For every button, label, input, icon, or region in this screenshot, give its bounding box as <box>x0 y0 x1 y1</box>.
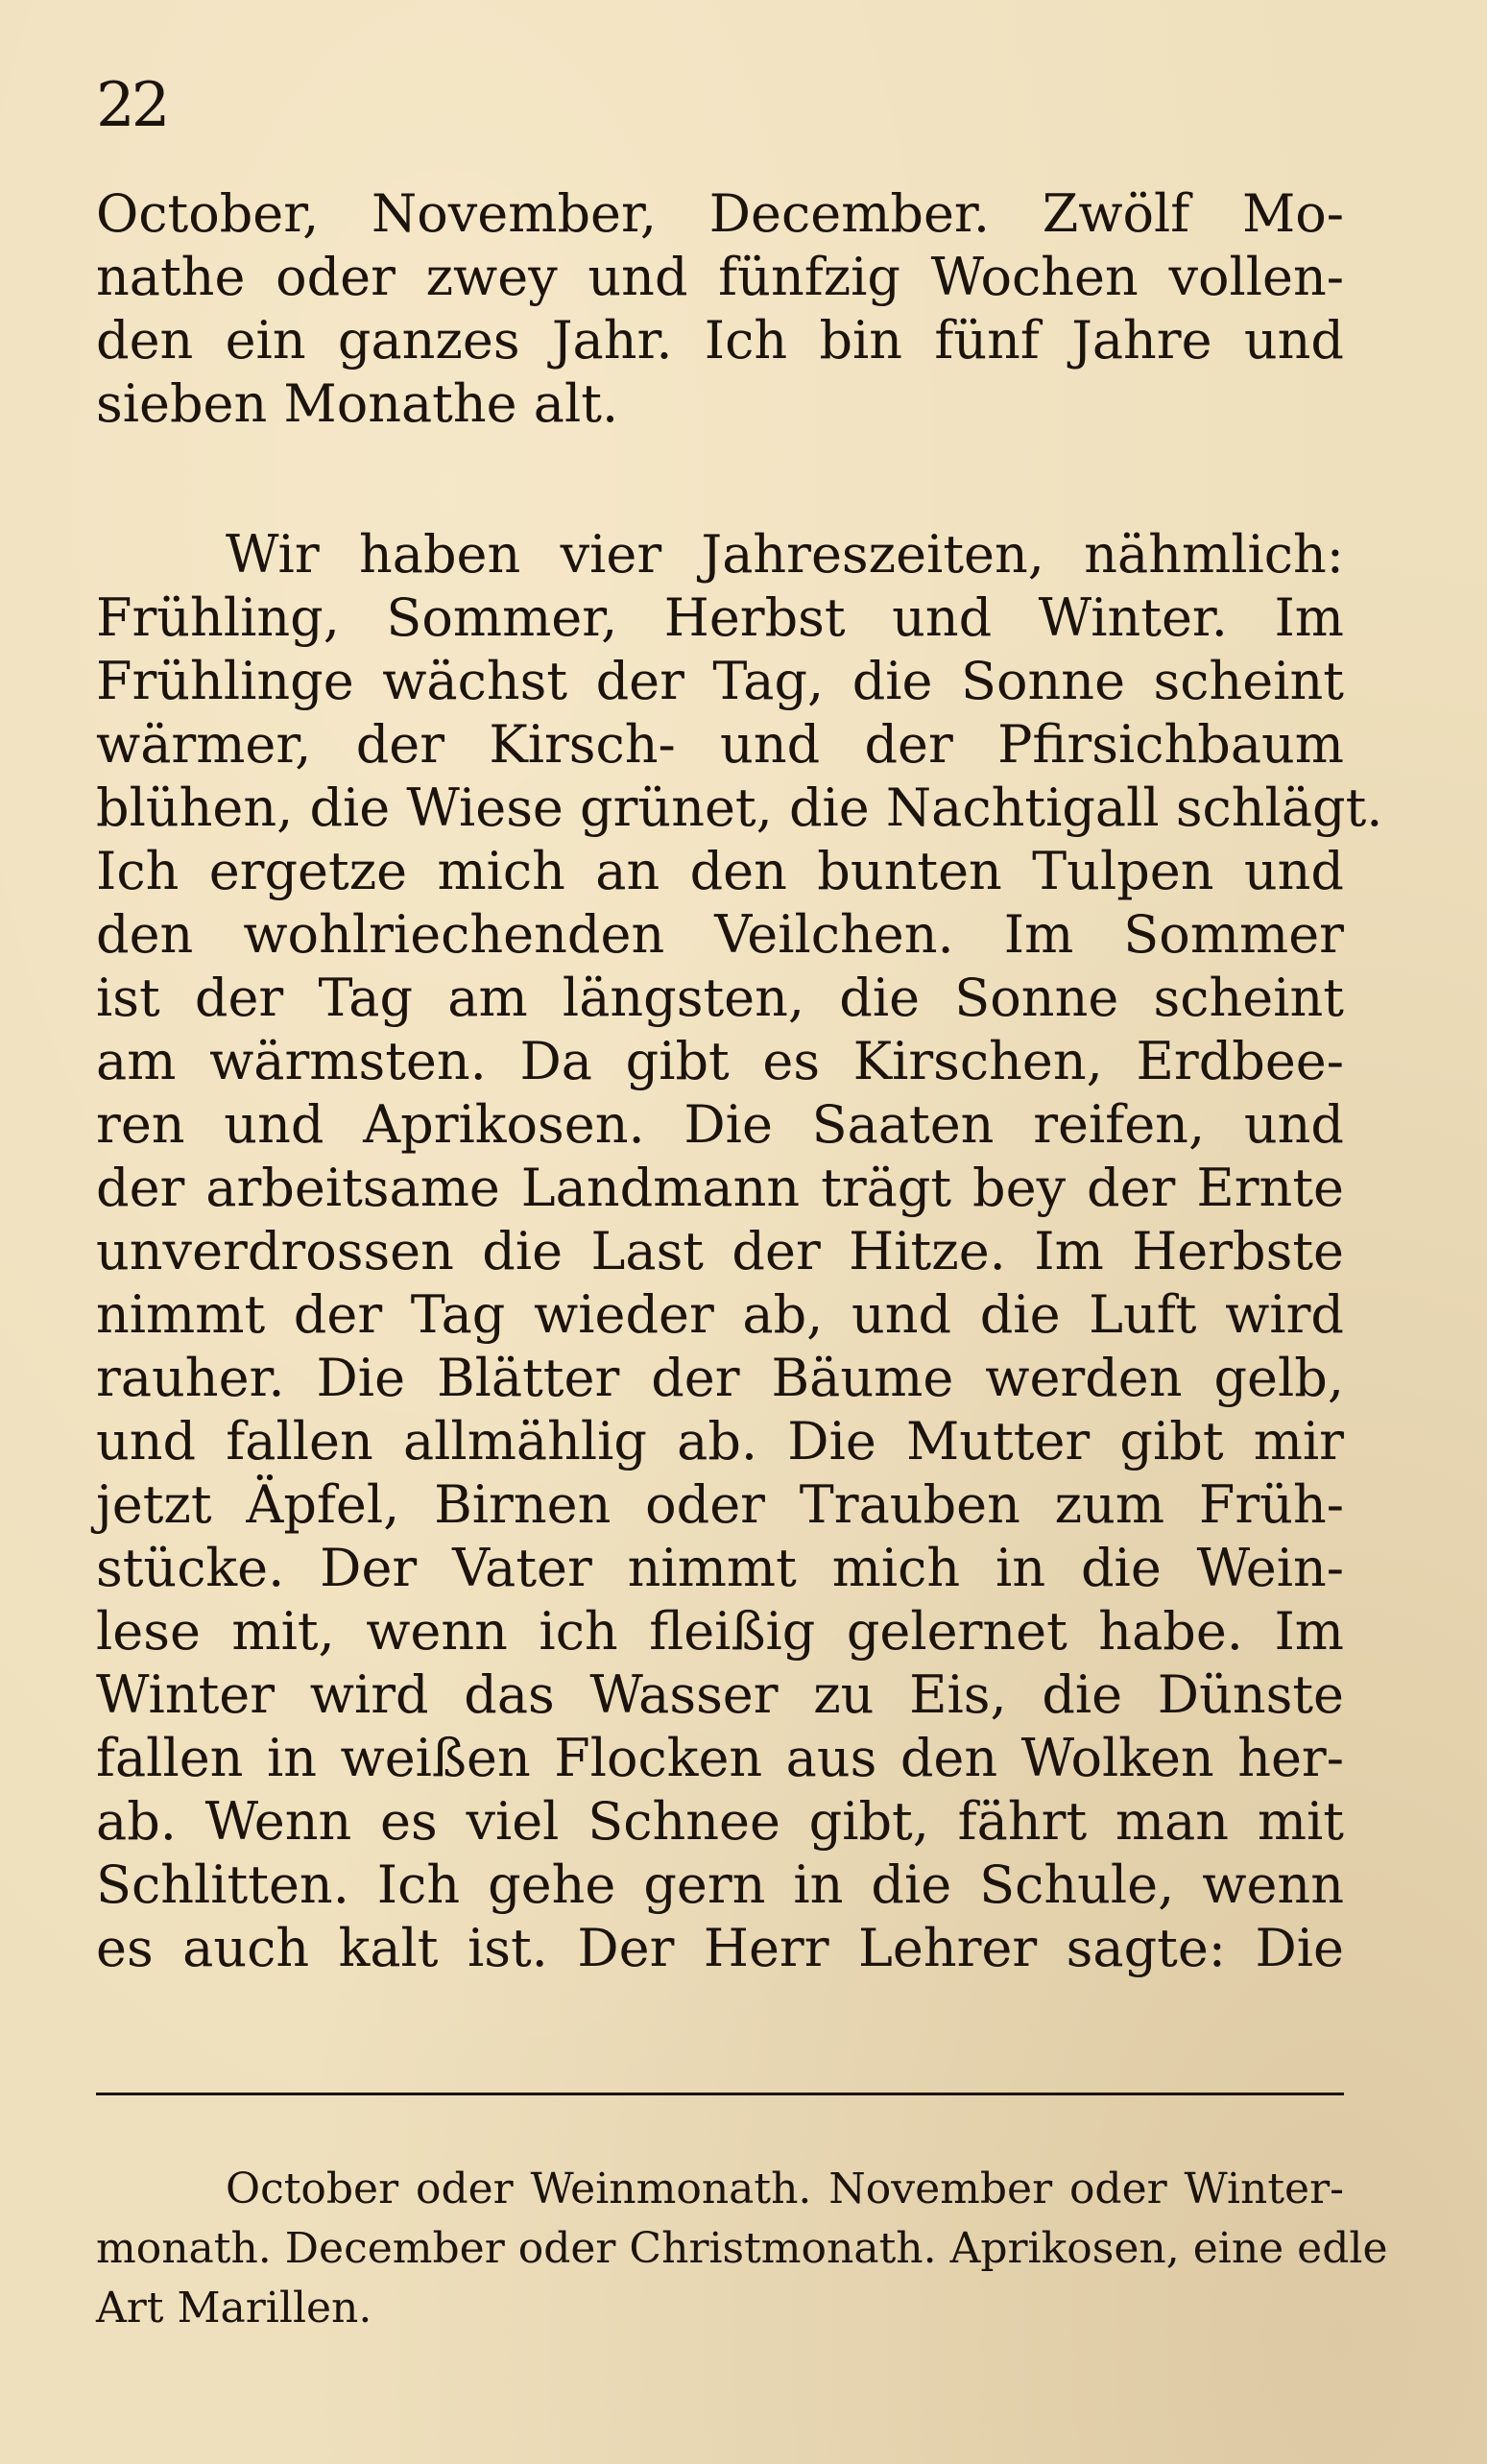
text-line: den wohlriechenden Veilchen. Im Sommer <box>96 904 1344 965</box>
text-line: unverdrossen die Last der Hitze. Im Herbste <box>96 1221 1344 1281</box>
text-line: Wir haben vier Jahreszeiten, nähmlich: <box>226 524 1344 585</box>
text-line: ab. Wenn es viel Schnee gibt, fährt man mit <box>96 1791 1344 1852</box>
text-line: am wärmsten. Da gibt es Kirschen, Erdbee- <box>96 1031 1344 1091</box>
text-line: Schlitten. Ich gehe gern in die Schule, wenn <box>96 1854 1344 1915</box>
text-line: Ich ergetze mich an den bunten Tulpen und <box>96 841 1344 901</box>
text-line: sieben Monathe alt. <box>96 373 619 434</box>
text-line: blühen, die Wiese grünet, die Nachtigall schlägt. <box>96 777 1383 838</box>
text-line: Winter wird das Wasser zu Eis, die Dünste <box>96 1664 1344 1725</box>
text-line: ist der Tag am längsten, die Sonne scheint <box>96 968 1344 1028</box>
text-line: fallen in weißen Flocken aus den Wolken her- <box>96 1728 1344 1788</box>
text-line: ren und Aprikosen. Die Saaten reifen, und <box>96 1094 1344 1155</box>
text-line: Frühling, Sommer, Herbst und Winter. Im <box>96 587 1344 648</box>
footnote-line: monath. December oder Christmonath. Aprikosen, eine edle <box>96 2224 1388 2273</box>
text-line: Frühlinge wächst der Tag, die Sonne scheint <box>96 651 1344 711</box>
footnote-line: October oder Weinmonath. November oder Winter- <box>226 2165 1344 2213</box>
text-line: jetzt Äpfel, Birnen oder Trauben zum Früh- <box>96 1474 1344 1535</box>
footnote-divider <box>96 2093 1344 2095</box>
paragraph-1 <box>96 182 1344 436</box>
text-line: und fallen allmählig ab. Die Mutter gibt mir <box>96 1411 1344 1471</box>
text-line: nimmt der Tag wieder ab, und die Luft wird <box>96 1284 1344 1345</box>
text-line: October, November, December. Zwölf Mo- <box>96 183 1344 244</box>
page-number: 22 <box>96 70 167 141</box>
text-line: wärmer, der Kirsch- und der Pfirsichbaum <box>96 714 1344 775</box>
text-line: der arbeitsame Landmann trägt bey der Ernte <box>96 1158 1344 1218</box>
text-line: stücke. Der Vater nimmt mich in die Wein- <box>96 1538 1344 1598</box>
footnote <box>96 2160 1388 2338</box>
text-line: rauher. Die Blätter der Bäume werden gelb, <box>96 1348 1344 1408</box>
footnote-line: Art Marillen. <box>96 2284 372 2332</box>
text-line: den ein ganzes Jahr. Ich bin fünf Jahre und <box>96 310 1344 371</box>
text-line: lese mit, wenn ich fleißig gelernet habe. Im <box>96 1601 1344 1662</box>
paragraph-2 <box>96 523 1383 1980</box>
text-line: nathe oder zwey und fünfzig Wochen vollen- <box>96 247 1344 307</box>
text-line: es auch kalt ist. Der Herr Lehrer sagte: Die <box>96 1918 1344 1978</box>
